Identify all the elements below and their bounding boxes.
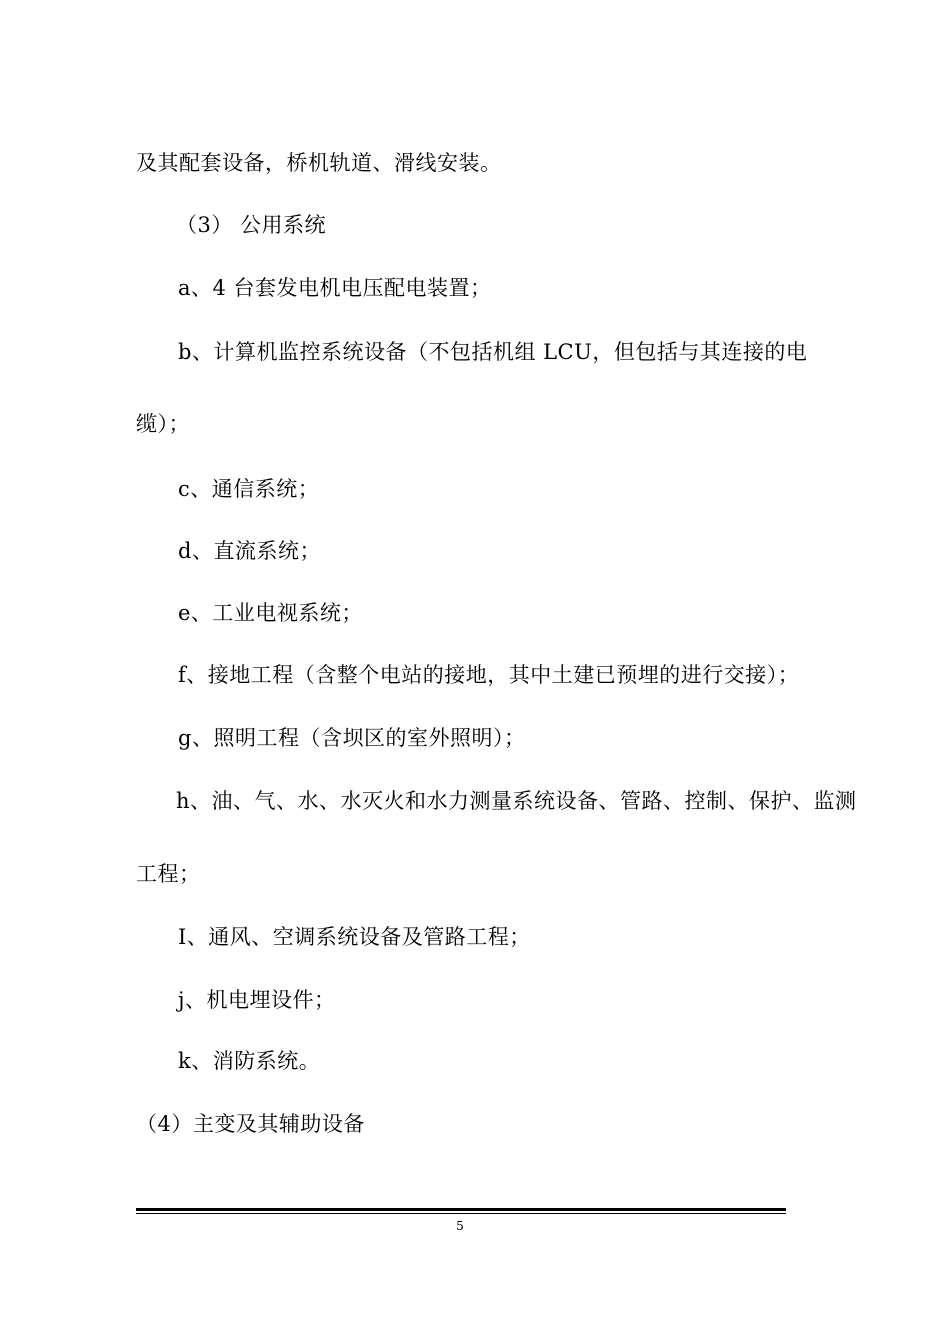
footer-divider-thick — [136, 1208, 786, 1211]
footer-divider-thin — [136, 1213, 786, 1214]
list-item-a: a、4 台套发电机电压配电装置； — [178, 276, 492, 300]
list-item-i: I、通风、空调系统设备及管路工程； — [178, 925, 531, 949]
list-item-e: e、工业电视系统； — [178, 601, 363, 625]
list-item-b-continuation: 缆）； — [136, 412, 190, 436]
list-item-k: k、消防系统。 — [178, 1049, 321, 1073]
list-item-b: b、计算机监控系统设备（不包括机组 LCU，但包括与其连接的电 — [178, 340, 808, 364]
section-heading-public-systems: （3） 公用系统 — [176, 213, 327, 237]
list-item-f: f、接地工程（含整个电站的接地，其中土建已预埋的进行交接）； — [178, 663, 800, 687]
page-number: 5 — [456, 1219, 464, 1233]
text-line-continuation: 及其配套设备，桥机轨道、滑线安装。 — [136, 151, 502, 175]
list-item-c: c、通信系统； — [178, 477, 320, 501]
list-item-g: g、照明工程（含坝区的室外照明）； — [178, 726, 526, 750]
list-item-h-continuation: 工程； — [136, 862, 201, 886]
list-item-d: d、直流系统； — [178, 539, 321, 563]
section-heading-main-transformer: （4）主变及其辅助设备 — [136, 1112, 365, 1136]
list-item-h: h、油、气、水、水灭火和水力测量系统设备、管路、控制、保护、监测 — [176, 789, 857, 813]
list-item-j: j、机电埋设件； — [178, 988, 336, 1012]
